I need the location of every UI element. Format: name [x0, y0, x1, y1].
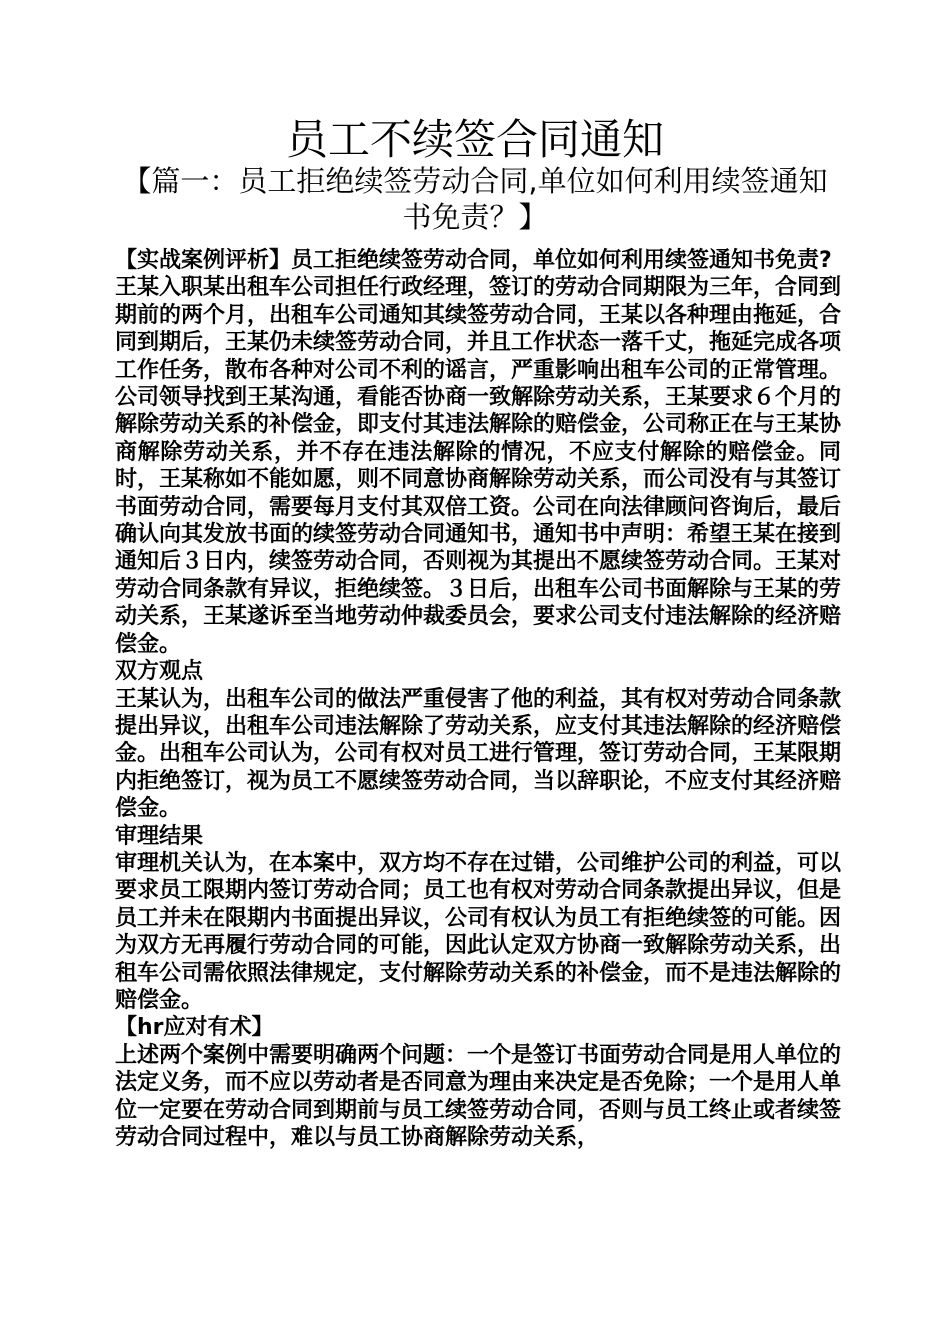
document-body [115, 247, 841, 1151]
paragraph-case-heading: 【实战案例评析】员工拒绝续签劳动合同，单位如何利用续签通知书免责? [115, 248, 832, 273]
paragraph-both-views: 王某认为，出租车公司的做法严重侵害了他的利益，其有权对劳动合同条款提出异议，出租车公司违法解除了劳动关系，应支付其违法解除的经济赔偿金。出租车公司认为，公司有权对员工进行管理，签订劳动合同，王某限期内拒绝签订，视为员工不愿续签劳动合同，当以辞职论，不应支付其经济赔偿金。 [115, 686, 842, 822]
section-heading-both-views: 双方观点 [115, 659, 204, 685]
section-heading-ruling: 审理结果 [115, 823, 204, 849]
paragraph-ruling: 审理机关认为，在本案中，双方均不存在过错，公司维护公司的利益，可以要求员工限期内签订劳动合同；员工也有权对劳动合同条款提出异议，但是员工并未在限期内书面提出异议，公司有权认为员工有拒绝续签的可能。因为双方无再履行劳动合同的可能，因此认定双方协商一致解除劳动关系，出租车公司需依照法律规定，支付解除劳动关系的补偿金，而不是违法解除的赔偿金。 [115, 850, 842, 1013]
document-title: 员工不续签合同通知 [285, 115, 664, 164]
paragraph-hr-response: 上述两个案例中需要明确两个问题：一个是签订书面劳动合同是用人单位的法定义务，而不应以劳动者是否同意为理由来决定是否免除；一个是用人单位一定要在劳动合同到期前与员工续签劳动合同，否则与员工终止或者续签劳动合同过程中，难以与员工协商解除劳动关系， [115, 1042, 842, 1150]
document-subtitle: 【篇一：员工拒绝续签劳动合同,单位如何利用续签通知书免责？】 [122, 164, 828, 234]
paragraph-case-description: 王某入职某出租车公司担任行政经理，签订的劳动合同期限为三年，合同到期前的两个月，出租车公司通知其续签劳动合同，王某以各种理由拖延，合同到期后，王某仍未续签劳动合同，并且工作状态一落千丈，拖延完成各项工作任务，散布各种对公司不利的谣言，严重影响出租车公司的正常管理。公司领导找到王某沟通，看能否协商一致解除劳动关系，王某要求６个月的解除劳动关系的补偿金，即支付其违法解除的赔偿金，公司称正在与王某协商解除劳动关系，并不存在违法解除的情况，不应支付解除的赔偿金。同时，王某称如不能如愿，则不同意协商解除劳动关系，而公司没有与其签订书面劳动合同，需要每月支付其双倍工资。公司在向法律顾问咨询后，最后确认向其发放书面的续签劳动合同通知书，通知书中声明：希望王某在接到通知后３日内，续签劳动合同，否则视为其提出不愿续签劳动合同。王某对劳动合同条款有异议，拒绝续签。３日后，出租车公司书面解除与王某的劳动关系，王某遂诉至当地劳动仲裁委员会，要求公司支付违法解除的经济赔偿金。 [115, 275, 842, 657]
section-heading-hr-response: 【hr应对有术】 [115, 1015, 274, 1041]
